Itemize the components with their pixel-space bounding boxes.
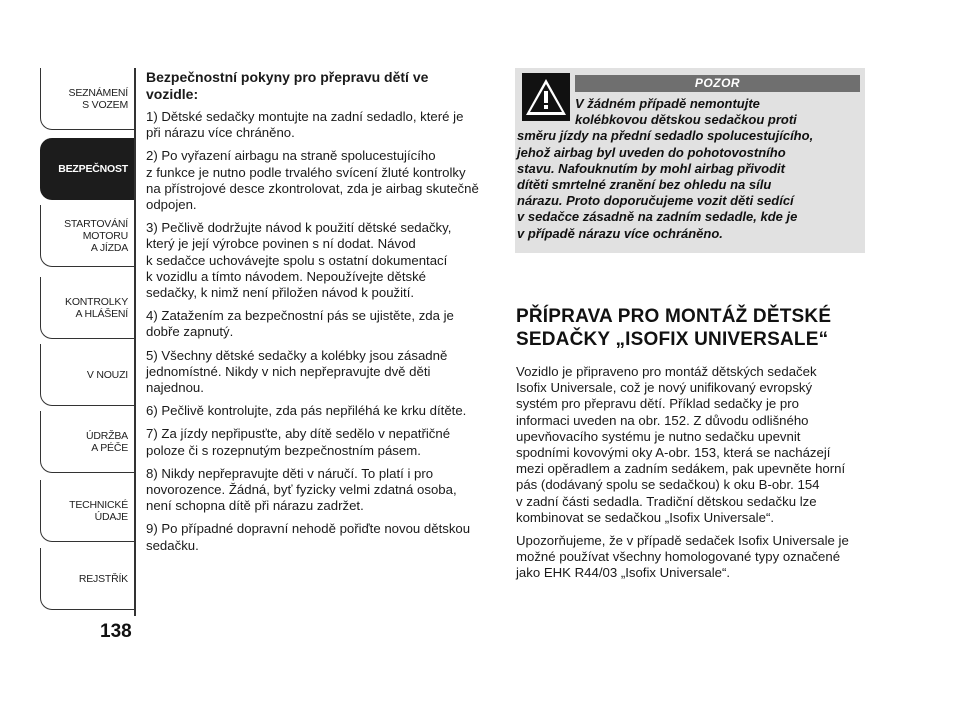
text-line: při nárazu více chráněno. (146, 125, 295, 141)
text-line: sedačku. (146, 537, 199, 553)
chapter-tab-label: A PÉČE (91, 441, 128, 454)
text-line: odpojen. (146, 197, 197, 213)
text-line: 2) Po vyřazení airbagu na straně spolucestujícího (146, 148, 436, 164)
text-line: systém pro přepravu dětí. Příklad sedačky je pro (516, 396, 799, 412)
text-line: Vozidlo je připraveno pro montáž dětských sedaček (516, 364, 817, 379)
text-line: novorozence. Žádná, byť fyzicky velmi zdatná osoba, (146, 482, 457, 498)
warning-box (515, 68, 865, 253)
chapter-tab-label: TECHNICKÉ (69, 498, 128, 511)
warning-line: stavu. Nafouknutím by mohl airbag přivodit (517, 160, 785, 176)
safety-item (146, 521, 500, 553)
chapter-tab-label: A JÍZDA (90, 241, 128, 254)
safety-item (146, 109, 500, 141)
chapter-tab-label: KONTROLKY (65, 295, 128, 308)
text-line: z funkce je nutno podle trvalého svícení žluté kontrolky (146, 164, 466, 180)
warning-header: POZOR (575, 75, 860, 92)
text-line: 7) Za jízdy nepřipusťte, aby dítě sedělo v nepatřičné (146, 426, 451, 442)
text-line: 9) Po případné dopravní nehodě pořiďte novou dětskou (146, 521, 471, 537)
isofix-section-body (516, 364, 868, 589)
body-paragraph (516, 364, 868, 526)
text-line: možné používat všechny homologované typy označené (516, 549, 841, 565)
text-line: 6) Pečlivě kontrolujte, zda pás nepřiléhá ke krku dítěte. (146, 403, 467, 419)
warning-line: v sedačce zásadně na zadním sedadle, kde je (517, 209, 798, 225)
sidebar-divider (134, 68, 136, 616)
chapter-tab[interactable] (40, 548, 135, 610)
chapter-tab[interactable] (40, 205, 135, 267)
text-line: 8) Nikdy nepřepravujte děti v náručí. To platí i pro (146, 465, 434, 481)
safety-heading (146, 69, 500, 102)
text-line: spodními kovovými oky A-obr. 153, která se nacházejí (516, 445, 831, 461)
text-line: 5) Všechny dětské sedačky a kolébky jsou zásadně (146, 347, 448, 363)
chapter-tab-label: V NOUZI (86, 368, 128, 381)
chapter-tab[interactable] (40, 480, 135, 542)
warning-line: nárazu. Proto doporučujeme vozit děti sedící (517, 193, 794, 209)
safety-instructions (146, 69, 500, 561)
heading-line: Bezpečnostní pokyny pro přepravu dětí ve (146, 69, 429, 85)
warning-line: kolébkovou dětskou sedačkou proti (575, 112, 797, 128)
safety-items-list (146, 109, 500, 554)
safety-item (146, 466, 500, 515)
warning-line: V žádném případě nemontujte (575, 96, 760, 111)
text-line: Isofix Universale, což je nový unifikovaný evropský (516, 380, 813, 396)
chapter-tab-label: A HLÁŠENÍ (75, 307, 128, 320)
text-line: 1) Dětské sedačky montujte na zadní sedadlo, které je (146, 109, 464, 124)
safety-item (146, 148, 500, 213)
text-line: pás (dodávaný spolu se sedačkou) k oku B-obr. 154 (516, 477, 820, 493)
isofix-section-title (516, 305, 866, 351)
text-line: najednou. (146, 380, 204, 396)
text-line: jako EHK R44/03 „Isofix Universale“. (516, 565, 731, 581)
title-line: PŘÍPRAVA PRO MONTÁŽ DĚTSKÉ (516, 306, 832, 327)
text-line: na přístrojové desce zkontrolovat, zda je airbag skutečně (146, 180, 479, 196)
warning-line: dítěti smrtelné zranění bez ohledu na sílu (517, 177, 772, 193)
page-number: 138 (100, 621, 132, 642)
chapter-tab-label: REJSTŘÍK (78, 572, 128, 585)
text-line: dobře zapnutý. (146, 324, 234, 340)
warning-line: jehož airbag byl uveden do pohotovostního (517, 144, 786, 160)
text-line: mezi opěradlem a zadním sedákem, pak upevněte horní (516, 461, 846, 477)
chapter-tab-label: MOTORU (82, 229, 128, 242)
chapter-tab[interactable] (40, 68, 135, 130)
text-line: není schopna dítě při nárazu zadržet. (146, 498, 364, 514)
text-line: 4) Zatažením za bezpečnostní pás se ujistěte, zda je (146, 308, 454, 324)
body-paragraph (516, 533, 868, 582)
text-line: jednomístné. Nikdy v nich nepřepravujte dvě děti (146, 363, 431, 379)
chapter-tab-label: SEZNÁMENÍ (68, 86, 128, 99)
text-line: v zadní části sedadla. Tradiční dětskou sedačku lze (516, 493, 817, 509)
text-line: poloze či s rozepnutým bezpečnostním pásem. (146, 442, 421, 458)
chapter-tab-label: STARTOVÁNÍ (64, 217, 128, 230)
text-line: sedačky, k nimž není přiložen návod k použití. (146, 285, 415, 301)
text-line: k sedačce uchovávejte spolu s ostatní dokumentací (146, 252, 448, 268)
chapter-tab[interactable] (40, 138, 135, 200)
safety-item (146, 220, 500, 301)
safety-item (146, 426, 500, 458)
text-line: informaci uveden na obr. 152. Z důvodu odlišného (516, 412, 809, 428)
safety-item (146, 308, 500, 340)
text-line: k vozidlu a tímto návodem. Nepoužívejte dětské (146, 268, 427, 284)
chapter-tab-label: BEZPEČNOST (58, 162, 128, 175)
chapter-tab[interactable] (40, 277, 135, 339)
safety-item (146, 403, 500, 419)
chapter-tab-label: S VOZEM (82, 98, 128, 111)
chapter-tab[interactable] (40, 411, 135, 473)
text-line: který je její výrobce povinen s ní dodat. Návod (146, 236, 416, 252)
warning-text (517, 96, 857, 242)
text-line: 3) Pečlivě dodržujte návod k použití dětské sedačky, (146, 220, 452, 236)
safety-item (146, 348, 500, 397)
text-line: upevňovacího systému je nutno sedačku upevnit (516, 428, 801, 444)
heading-line: vozidle: (146, 85, 199, 102)
chapter-tab-label: ÚDAJE (94, 510, 128, 523)
warning-line: směru jízdy na přední sedadlo spolucestujícího, (517, 128, 814, 144)
chapter-tab[interactable] (40, 344, 135, 406)
text-line: Upozorňujeme, že v případě sedaček Isofix Universale je (516, 533, 849, 549)
warning-line: v případě nárazu více ochráněno. (517, 225, 723, 241)
text-line: kombinovat se sedačkou „Isofix Universale“. (516, 509, 774, 525)
chapter-tab-label: ÚDRŽBA (86, 429, 128, 442)
title-line: SEDAČKY „ISOFIX UNIVERSALE“ (516, 329, 829, 350)
